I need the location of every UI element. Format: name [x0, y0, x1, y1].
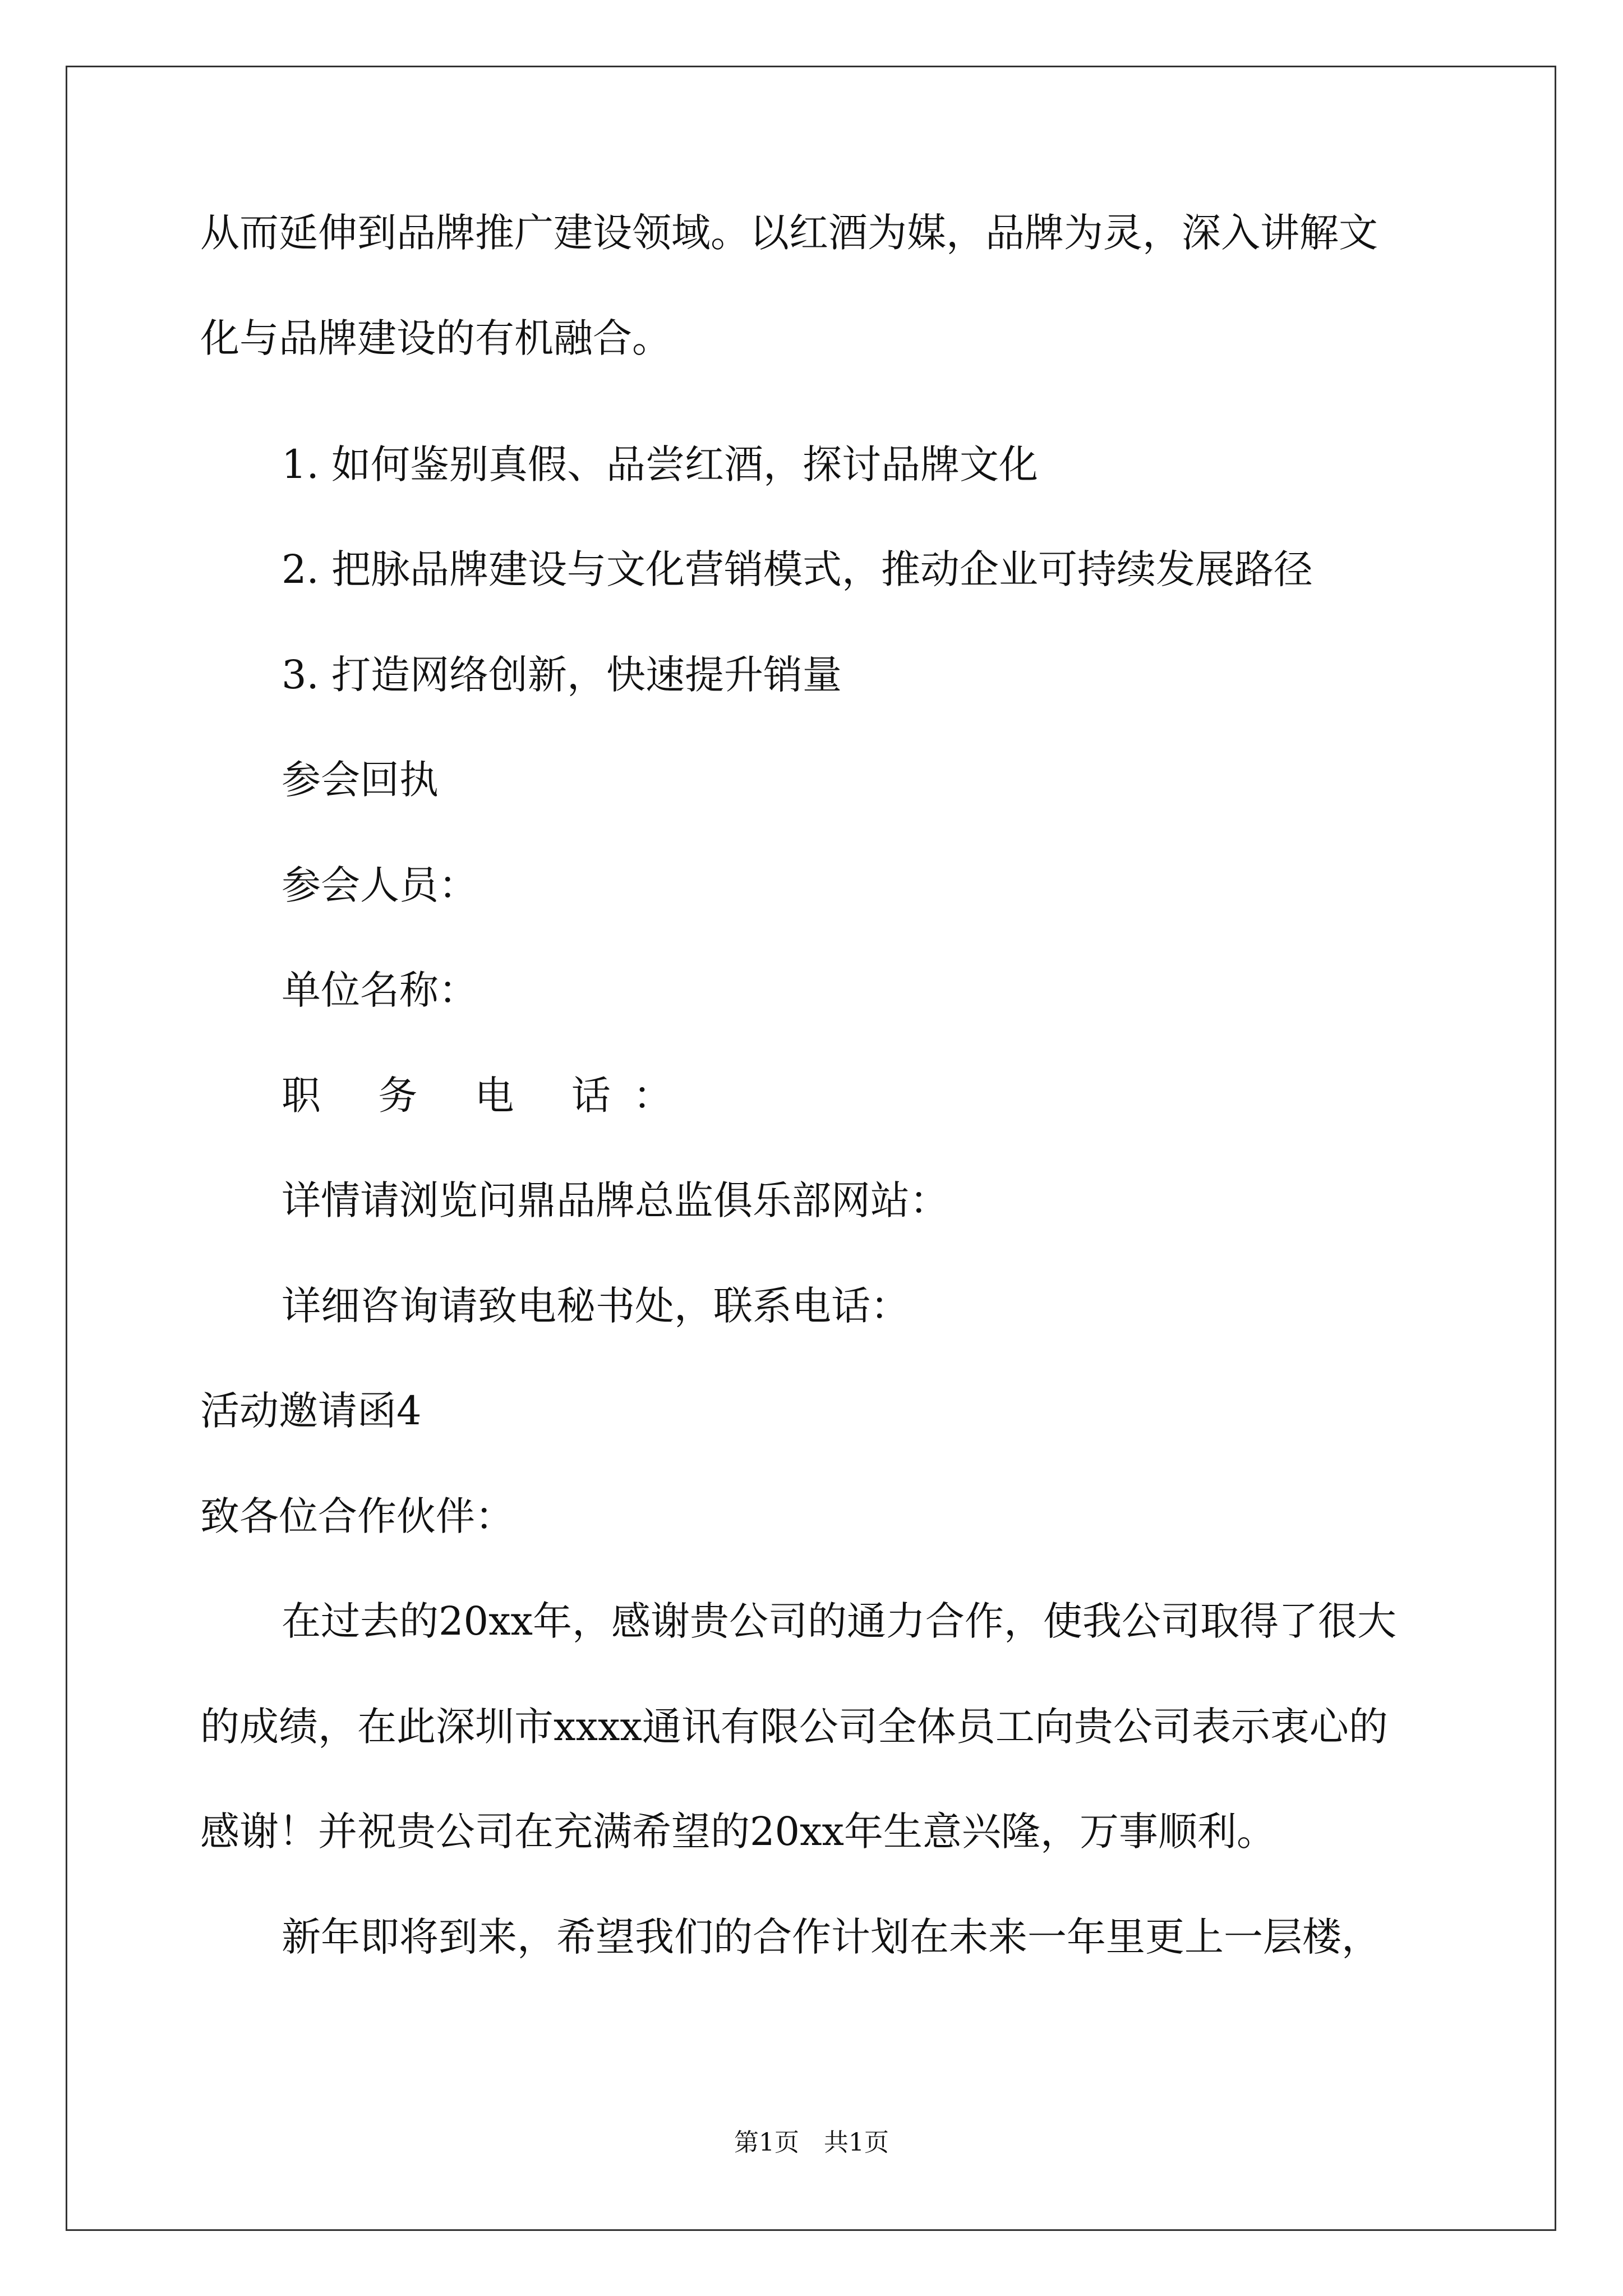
- list-item-1: 1. 如何鉴别真假、品尝红酒，探讨品牌文化: [282, 441, 1039, 487]
- contact-line: 详细咨询请致电秘书处，联系电话：: [282, 1283, 910, 1329]
- paragraph-line-3: 感谢！并祝贵公司在充满希望的20xx年生意兴隆，万事顺利。: [200, 1809, 1276, 1855]
- website-line: 详情请浏览问鼎品牌总监俱乐部网站：: [282, 1177, 949, 1223]
- list-item-2: 2. 把脉品牌建设与文化营销模式，推动企业可持续发展路径: [282, 546, 1313, 592]
- page-footer: 第1页 共1页: [734, 2128, 889, 2157]
- body-line-2: 化与品牌建设的有机融合。: [200, 315, 671, 361]
- salutation: 致各位合作伙伴：: [200, 1493, 514, 1539]
- body-line-1: 从而延伸到品牌推广建设领域。以红酒为媒，品牌为灵，深入讲解文: [200, 210, 1378, 256]
- list-item-3: 3. 打造网络创新，快速提升销量: [282, 652, 842, 698]
- section-heading: 活动邀请函4: [200, 1388, 422, 1434]
- paragraph-line-4: 新年即将到来，希望我们的合作计划在未来一年里更上一层楼，: [282, 1914, 1381, 1960]
- attendees-field: 参会人员：: [282, 862, 478, 908]
- paragraph-line-1: 在过去的20xx年，感谢贵公司的通力合作，使我公司取得了很大: [282, 1598, 1397, 1644]
- receipt-heading: 参会回执: [282, 757, 439, 803]
- paragraph-line-2: 的成绩，在此深圳市xxxx通讯有限公司全体员工向贵公司表示衷心的: [200, 1704, 1388, 1750]
- page-border: [66, 66, 1556, 2231]
- position-phone-field: 职 务 电 话：: [282, 1073, 695, 1119]
- organization-field: 单位名称：: [282, 967, 478, 1013]
